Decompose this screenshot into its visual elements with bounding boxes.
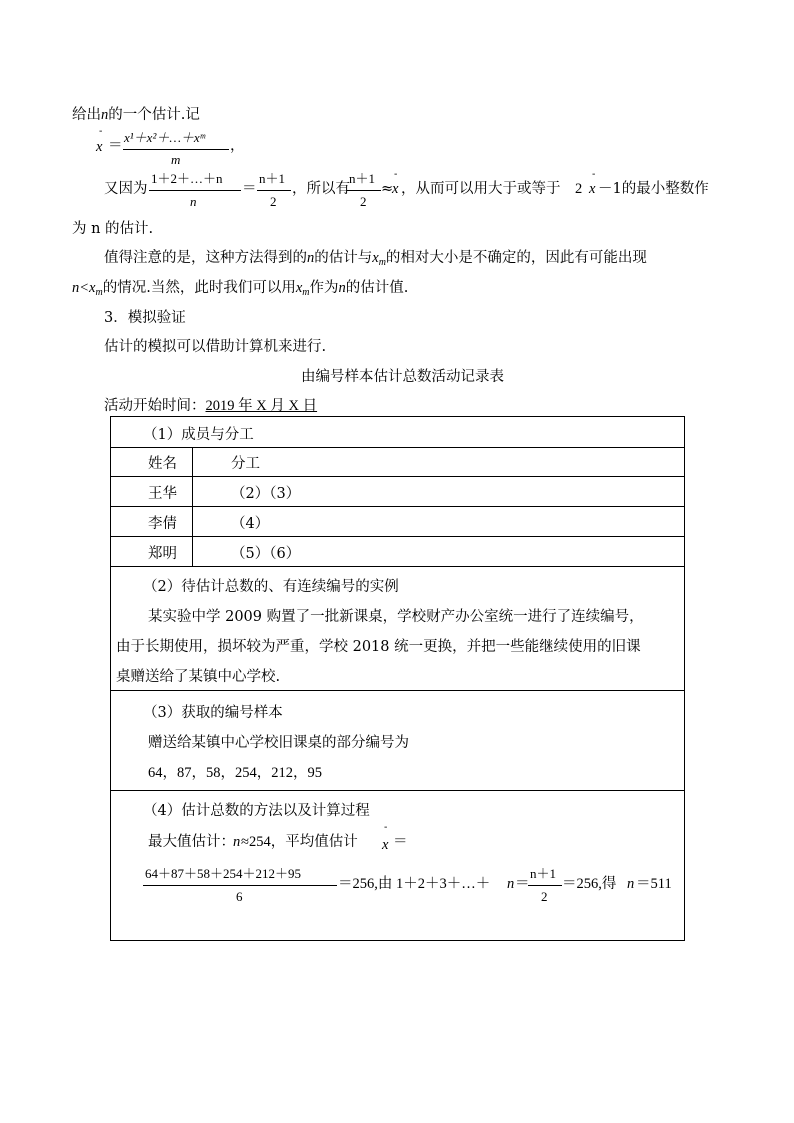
- text: 最大值估计：: [148, 834, 235, 850]
- table-rule: [110, 536, 685, 537]
- text: 又因为: [104, 181, 148, 197]
- text: 作为: [309, 280, 339, 296]
- section-3-line: 赠送给某镇中心学校旧课桌的部分编号为: [148, 735, 409, 751]
- section-2-title: （2）待估计总数的、有连续编号的实例: [143, 579, 399, 595]
- intro-line-4: 为 n 的估计.: [72, 221, 154, 237]
- section-2-line: 桌赠送给了某镇中心学校.: [116, 669, 281, 685]
- text: ，所以有: [292, 181, 350, 197]
- text: 的情况.当然，此时我们可以用: [102, 280, 296, 296]
- equals: ＝: [242, 181, 257, 197]
- comma: ，: [230, 138, 245, 154]
- member-task: （4）: [231, 516, 270, 532]
- section-4-title: （4）估计总数的方法以及计算过程: [143, 803, 370, 819]
- var-n: n: [101, 107, 109, 123]
- text: ，从而可以用大于或等于: [401, 181, 561, 197]
- table-rule: [110, 447, 685, 448]
- fraction-bar: [347, 190, 381, 191]
- equals: ＝: [515, 876, 530, 892]
- text: 的相对大小是不确定的，因此有可能出现: [385, 250, 647, 266]
- fraction-denominator: 2: [270, 194, 277, 209]
- text: 2: [575, 181, 583, 197]
- start-time-label: 活动开始时间：: [104, 398, 206, 414]
- start-time: [104, 399, 317, 414]
- member-task: （2）（3）: [231, 486, 301, 502]
- section-3-heading: 3．模拟验证: [104, 310, 186, 326]
- var-x: x: [372, 250, 379, 266]
- text: ＝256,得: [562, 876, 617, 892]
- start-time-value: 2019 年 X 月 X 日: [205, 398, 318, 414]
- fraction-numerator: n＋1: [259, 171, 286, 186]
- para2-line-1: [104, 251, 647, 268]
- var-n: n: [307, 250, 315, 266]
- fraction-bar: [257, 190, 291, 191]
- overbar: -: [384, 822, 388, 833]
- text: 的估计与: [314, 250, 373, 266]
- var-n: n: [338, 280, 346, 296]
- header-task: 分工: [231, 456, 260, 472]
- text: ≈254，平均值估计: [241, 834, 358, 850]
- var-x: x: [295, 280, 303, 296]
- fraction-numerator: 1＋2＋…＋n: [151, 171, 223, 186]
- fraction-numerator: 64＋87＋58＋254＋212＋95: [145, 866, 302, 881]
- fraction-numerator: n＋1: [349, 171, 376, 186]
- overbar: -: [394, 169, 398, 180]
- sample-numbers: 64，87，58，254，212，95: [148, 765, 322, 781]
- member-name: 李倩: [148, 516, 177, 532]
- section-2-line: 某实验中学 2009 购置了一批新课桌，学校财产办公室统一进行了连续编号，: [148, 609, 644, 625]
- var-n: n: [233, 834, 241, 850]
- fraction-bar: [123, 149, 229, 150]
- member-task: （5）（6）: [231, 546, 301, 562]
- fraction-denominator: 6: [236, 889, 243, 904]
- header-name: 姓名: [148, 456, 177, 472]
- approx: ≈: [381, 181, 394, 197]
- member-name: 王华: [148, 486, 177, 502]
- fraction-bar: [149, 190, 241, 191]
- section-1-title: （1）成员与分工: [143, 427, 254, 443]
- member-name: 郑明: [148, 546, 177, 562]
- section-2-line: 由于长期使用，损坏较为严重，学校 2018 统一更换，并把一些能继续使用的旧课: [116, 639, 641, 655]
- section-3-title: （3）获取的编号样本: [143, 705, 283, 721]
- table-rule: [110, 506, 685, 507]
- table-caption: 由编号样本估计总数活动记录表: [301, 369, 504, 385]
- text: ＝256,由 1＋2＋3＋…＋: [338, 876, 491, 892]
- var-n: n: [627, 876, 635, 892]
- fraction-denominator: 2: [360, 194, 367, 209]
- text: 给出: [72, 107, 101, 123]
- fraction-numerator: n＋1: [530, 866, 557, 881]
- equals: ＝: [393, 834, 408, 850]
- xbar-symbol: x: [392, 181, 399, 197]
- fraction-bar: [143, 885, 337, 886]
- subscript-m: m: [378, 257, 386, 268]
- var-n: n: [507, 876, 515, 892]
- text: 值得注意的是，这种方法得到的: [104, 250, 307, 266]
- xbar-symbol: x: [96, 139, 103, 155]
- fraction-numerator: x¹＋x²＋…＋xᵐ: [124, 130, 206, 145]
- text: 的一个估计.记: [108, 107, 200, 123]
- subscript-m: m: [302, 287, 310, 298]
- overbar: -: [592, 169, 596, 180]
- table-column-rule: [192, 447, 193, 566]
- intro-line-1: [72, 108, 200, 123]
- equals: ＝: [108, 138, 123, 154]
- overbar: -: [99, 126, 103, 137]
- text: n<x: [72, 280, 96, 296]
- table-rule: [110, 690, 685, 691]
- fraction-denominator: n: [190, 194, 197, 209]
- xbar-symbol: x: [382, 837, 389, 853]
- text: －1的最小整数作: [598, 181, 709, 197]
- fraction-denominator: 2: [541, 889, 548, 904]
- table-rule: [110, 476, 685, 477]
- xbar-symbol: x: [589, 181, 596, 197]
- table-rule: [110, 790, 685, 791]
- table-rule: [110, 566, 685, 567]
- simulation-text: 估计的模拟可以借助计算机来进行.: [104, 339, 327, 355]
- text: ＝511: [636, 876, 672, 892]
- para2-line-2: [72, 281, 408, 298]
- text: 的估计值.: [345, 280, 409, 296]
- fraction-bar: [528, 885, 562, 886]
- subscript-m: m: [95, 287, 103, 298]
- fraction-denominator: m: [171, 152, 181, 167]
